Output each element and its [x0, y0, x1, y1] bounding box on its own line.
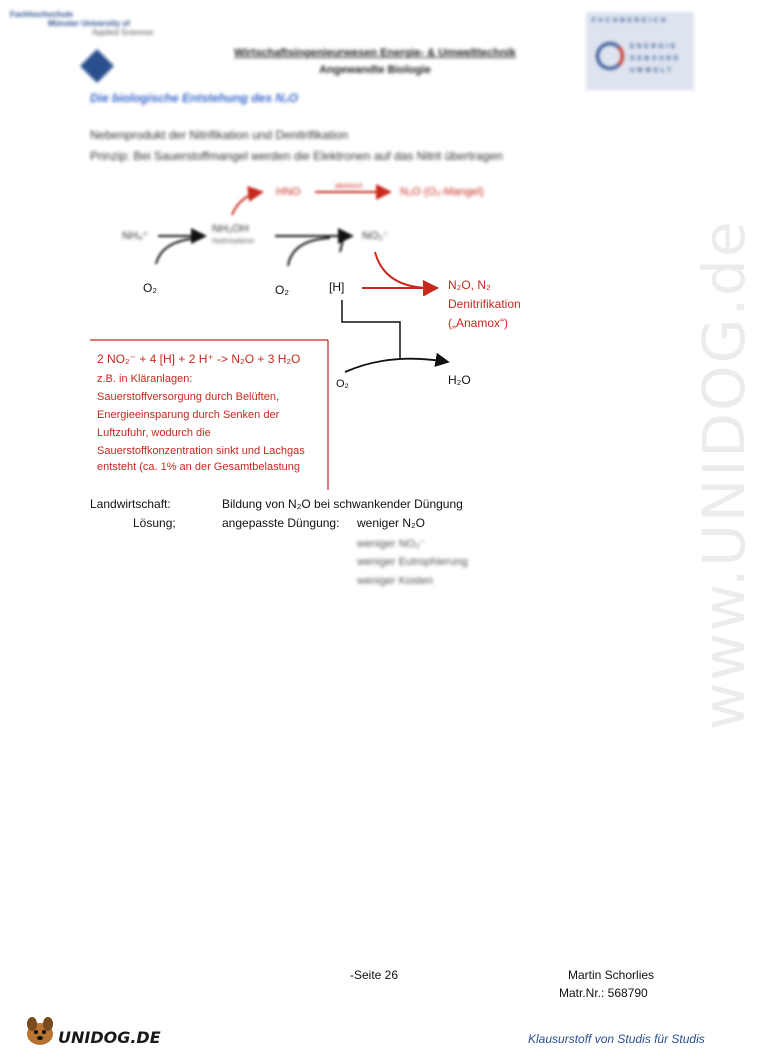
section-title: Die biologische Entstehung des N₂O: [90, 91, 298, 105]
dept-line-3: GEBÄUDE: [630, 56, 682, 62]
effect-4: weniger Kosten: [357, 575, 433, 587]
label-nh4: NH₄⁺: [122, 230, 149, 242]
arrow-o2-to-h2o: [345, 359, 448, 372]
line-h-to-water: [342, 300, 400, 358]
agri-label: Landwirtschaft:: [90, 497, 171, 511]
label-h2o: H₂O: [448, 373, 471, 387]
page-number: -Seite 26: [350, 968, 399, 982]
label-h-bracket: [H]: [329, 280, 345, 294]
label-n2o-o2mangel: N₂O (O₂-Mangel): [400, 186, 484, 198]
solution-label: Lösung;: [133, 516, 176, 530]
label-denitrifikation: Denitrifikation: [448, 297, 521, 311]
dept-line-4: UMWELT: [630, 68, 674, 74]
dept-line-1: FACHBEREICH: [592, 18, 669, 24]
solution-text: angepasste Düngung:: [222, 516, 340, 530]
intro-line-1: Nebenprodukt der Nitrifikation und Denitrifikation: [90, 128, 349, 142]
label-hydroxylamin: Hydroxylamin: [212, 238, 255, 245]
intro-line-2: Prinzip: Bei Sauerstoffmangel werden die Elektronen auf das Nitrit übertragen: [90, 149, 503, 163]
curve-o2-left: [156, 238, 200, 264]
dog-logo-icon: [22, 1014, 58, 1048]
label-o2-bottom: O₂: [336, 378, 349, 390]
arrow-to-hno: [232, 192, 262, 215]
header-title: Wirtschaftsingenieurwesen Energie- & Umwelttechnik: [234, 47, 516, 59]
label-abiotisch: abiotisch: [335, 183, 363, 190]
note-line-4: Luftzufuhr, wodurch die: [97, 427, 211, 439]
uni-line-2: Münster University of: [48, 19, 130, 28]
label-no2: NO₂⁻: [362, 230, 389, 242]
note-equation: 2 NO₂⁻ + 4 [H] + 2 H⁺ -> N₂O + 3 H₂O: [97, 352, 301, 366]
watermark: www.UNIDOG.de: [690, 219, 758, 730]
header-subtitle: Angewandte Biologie: [319, 64, 431, 76]
note-line-3: Energieeinsparung durch Senken der: [97, 409, 280, 421]
label-hno: HNO: [276, 186, 301, 198]
note-line-6: entsteht (ca. 1% an der Gesamtbelastung: [97, 461, 301, 473]
effect-2: weniger NO₃⁻: [357, 538, 426, 550]
label-o2-left: O₂: [143, 281, 157, 295]
label-nh2oh: NH₂OH: [212, 223, 249, 235]
label-anamox: („Anamox“): [448, 316, 509, 330]
curve-o2-middle: [288, 238, 330, 266]
label-n2o-n2: N₂O, N₂: [448, 278, 491, 292]
dept-line-2: ENERGIE: [630, 44, 679, 50]
uni-line-3: Applied Sciences: [92, 28, 154, 37]
author-name: Martin Schorlies: [568, 968, 655, 982]
note-line-2: Sauerstoffversorgung durch Belüften,: [97, 391, 280, 403]
agri-text: Bildung von N₂O bei schwankender Düngung: [222, 497, 463, 511]
footer-slogan: Klausurstoff von Studis für Studis: [528, 1032, 705, 1046]
note-line-1: z.B. in Kläranlagen:: [97, 373, 193, 385]
note-line-5: Sauerstoffkonzentration sinkt und Lachgas: [97, 445, 305, 457]
brand-logo-text: UNIDOG.DE: [58, 1028, 161, 1047]
uni-line-1: Fachhochschule: [10, 10, 74, 19]
effect-1: weniger N₂O: [357, 516, 426, 530]
effect-3: weniger Eutrophierung: [357, 556, 468, 568]
arrow-no2-to-n2o: [375, 252, 437, 288]
label-o2-middle: O₂: [275, 283, 289, 297]
matriculation-number: Matr.Nr.: 568790: [559, 986, 648, 1000]
